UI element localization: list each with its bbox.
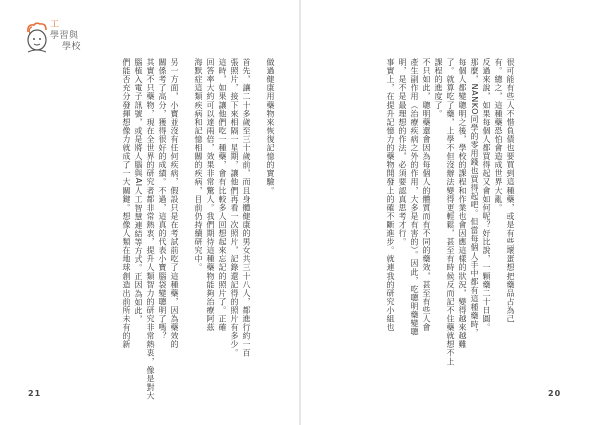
page-number: 21 (28, 389, 42, 398)
text-column: 產生副作用（治療疾病之外的作用，大多是有害的）。因此，吃聰明藥變聰 (410, 58, 419, 337)
text-column: 事實上，在提升記憶力的藥物開發上的確不斷進步。就連我的研究小組也 (386, 58, 395, 332)
chapter-title-accent: 工 (50, 20, 60, 30)
text-column: 不只如此，聰明藥還會因為每個人的體質而有不同的藥效，甚至有些人會 (422, 58, 431, 332)
text-column: 海默症這類疾病和記憶相關的疾病，目前仍持續研究中。 (194, 58, 203, 272)
text-column: 們能否充分發揮想像力就成了一大關鍵。想像人類在地球創造出前所未有的新 (122, 58, 131, 349)
chapter-logo (22, 20, 96, 60)
text-column: 做過健康用藥物來恢復記憶的實驗。 (266, 58, 275, 195)
left-text-block (72, 58, 275, 400)
text-column: 那麼，NANKO同學的零用錢也買得起吧。但當每個人手中都有這種藥時， (470, 58, 479, 338)
text-column: 有。總之，這種藥恐怕會造成世界大亂。 (494, 58, 503, 212)
text-column: 腦植入電子訊號，或是將人腦與AI人工智慧連結等方式。正因為如此， (134, 58, 143, 324)
page-number: 20 (548, 389, 562, 398)
text-column: 很可能有些人不惜負債也要買到這種藥，或是有些壞蛋想把藥品占為己 (506, 58, 515, 324)
text-column: 這時，如果讓他們吃一種藥，會有比較多人回想起來忘記的照片了。正確 (218, 58, 227, 332)
right-page (300, 0, 600, 425)
chapter-title-line2: 學校 (62, 42, 82, 52)
face-icon (22, 22, 52, 56)
text-column: 首先，讓二十多歲至三十歲前，而且身體健康的男女共三十八人，都進行約一百 (242, 58, 251, 358)
chapter-title (50, 20, 81, 53)
right-text-block (314, 58, 515, 366)
text-column: 每個人都變聰明之後，學校的課程和作業也會因應這樣的狀況，變得越來越難 (458, 58, 467, 349)
text-column: 關係考了高分，獲得很好的成績。不過，這真的代表小寶腦袋變聰明了嗎？ (158, 58, 167, 341)
chapter-title-line1: 學習與 (50, 31, 79, 41)
text-column: 另一方面，小寶並沒有任何疾病，假設只是在考試前吃了這種藥，因為藥效的 (170, 58, 179, 349)
text-column: 其實不只藥物，現在全世界的研究者都非常熱衷，提升人類智力的研究非常熱衷，像是對大 (146, 58, 155, 400)
text-column: 了。就算吃了藥，上學不但沒辦法變得更輕鬆，甚至有時候反而記不住藥就想不上 (446, 58, 455, 366)
text-column: 明，是不是最理想的作法，必須要認真思考才行。 (398, 58, 407, 247)
text-column: 張照片，接下來相隔一星期，讓他們再看一次照片，記錄還記得的照片有多少。 (230, 58, 239, 358)
text-column: 回答率大約可以達兩倍，效果非常驚人。我們期待這種藥物能夠治療阿茲 (206, 58, 215, 332)
text-column: 反過來說，如果每個人都買得起又會如何呢？好比說，一顆藥二十日圓。 (482, 58, 491, 332)
text-column: 課程的進度了。 (434, 58, 443, 118)
